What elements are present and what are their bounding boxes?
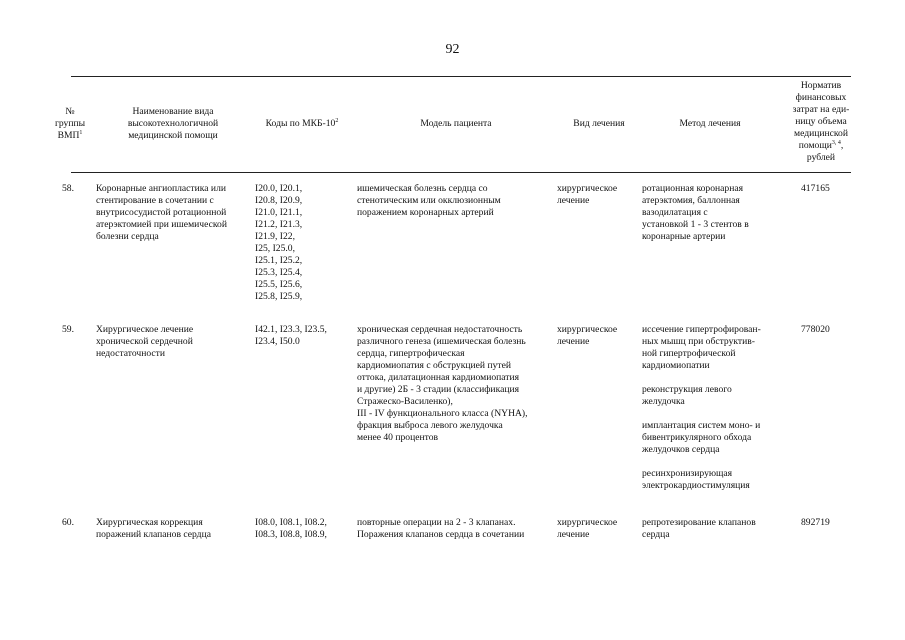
cost-value: 892719 (801, 517, 830, 528)
row-number: 60. (62, 517, 74, 528)
method-spacer (642, 408, 782, 420)
footnote-marker: 3, 4 (831, 139, 841, 146)
treatment-kind: хирургическое лечение (557, 183, 618, 206)
header-treatment-kind: Вид лечения (573, 118, 625, 129)
header-cost-standard (782, 80, 860, 164)
care-type-name: Хирургическая коррекция поражений клапанов сердца (96, 517, 211, 540)
patient-model: ишемическая болезнь сердца со стенотическим или окклюзионным поражением коронарных артерий (357, 183, 501, 218)
treatment-kind: хирургическое лечение (557, 517, 618, 540)
treatment-method: реконструкция левого желудочка (642, 384, 732, 407)
treatment-method: репротезирование клапанов сердца (642, 517, 756, 540)
header-icd-codes (252, 118, 352, 130)
treatment-method-list (642, 324, 782, 492)
header-group-number (44, 106, 96, 142)
cost-value: 417165 (801, 183, 830, 194)
treatment-kind: хирургическое лечение (557, 324, 618, 347)
treatment-method: ротационная коронарная атерэктомия, баллонная вазодилатация с установкой 1 - 3 стентов в коронарные артерии (642, 183, 749, 242)
icd-codes: I20.0, I20.1, I20.8, I20.9, I21.0, I21.1, I21.2, I21.3, I21.9, I22, I25, I25.0, I25.1, I25.2, I25.3, I25.4, I25.5, I25.6, I25.8, I25.9, (255, 183, 303, 302)
patient-model: хроническая сердечная недостаточность различного генеза (ишемическая болезнь сердца, гипертрофическая кардиомиопатия с обструкцией путей оттока, дилатационная кардиомиопатия и другие) 2Б - 3 стадии (классификация Стражеско-Василенко), III - IV функционального класса (NYHA), фракция выброса левого желудочка менее 40 процентов (357, 324, 528, 443)
header-group-number-text: № группы ВМП (54, 106, 86, 141)
treatment-method: иссечение гипертрофирован- ных мышц при обструктив- ной гипертрофической кардиомиопатии (642, 324, 761, 371)
footnote-marker: 2 (335, 117, 339, 124)
treatment-method: имплантация систем моно- и бивентрикулярного обхода желудочков сердца (642, 420, 761, 455)
method-spacer (642, 372, 782, 384)
cost-value: 778020 (801, 324, 830, 335)
icd-codes: I42.1, I23.3, I23.5, I23.4, I50.0 (255, 324, 327, 347)
header-cost-standard-text: Норматив финансовых затрат на еди- ницу объема медицинской помощи (792, 80, 850, 151)
treatment-method: ресинхронизирующая электрокардиостимуляция (642, 468, 750, 491)
care-type-name: Хирургическое лечение хронической сердечной недостаточности (96, 324, 194, 359)
care-type-name: Коронарные ангиопластика или стентирование в сочетании с внутрисосудистой ротационной атерэктомией при ишемической болезни сердца (96, 183, 227, 242)
icd-codes: I08.0, I08.1, I08.2, I08.3, I08.8, I08.9, (255, 517, 327, 540)
footnote-marker: 1 (79, 129, 83, 136)
row-number: 58. (62, 183, 74, 194)
header-patient-model: Модель пациента (420, 118, 492, 129)
header-cost-standard-tail: , рублей (806, 140, 844, 163)
header-icd-codes-text: Коды по МКБ-10 (265, 118, 336, 129)
header-treatment-method: Метод лечения (679, 118, 741, 129)
header-bottom-rule (71, 172, 851, 173)
row-number: 59. (62, 324, 74, 335)
method-spacer (642, 456, 782, 468)
header-care-type: Наименование вида высокотехнологичной медицинской помощи (127, 106, 219, 141)
table-top-rule (71, 76, 851, 77)
patient-model: повторные операции на 2 - 3 клапанах. Поражения клапанов сердца в сочетании (357, 517, 525, 540)
page-number: 92 (445, 42, 460, 57)
